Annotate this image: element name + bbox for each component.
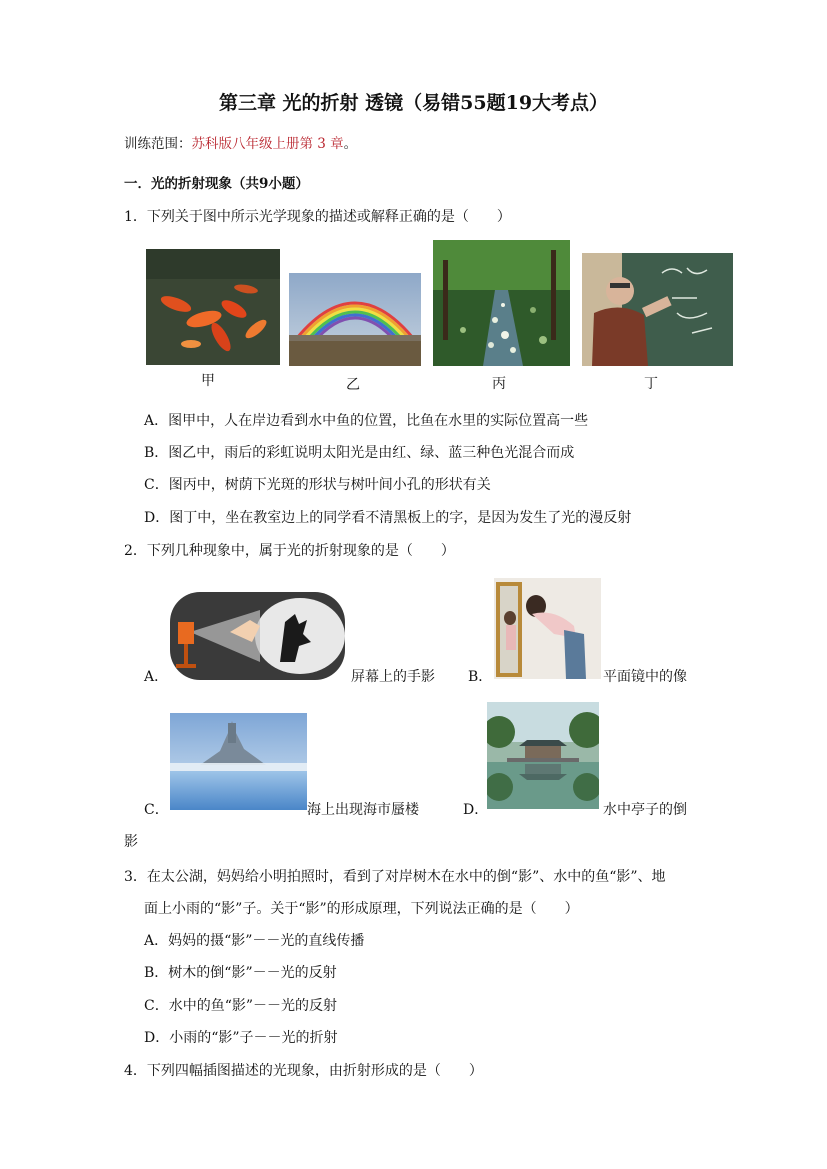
koi-fish-image bbox=[146, 249, 280, 365]
question-1-stem: 1．下列关于图中所示光学现象的描述或解释正确的是（ ） bbox=[124, 209, 511, 225]
question-2-option-c-text: 海上出现海市蜃楼 bbox=[307, 802, 419, 818]
question-3-stem-line-1: 3．在太公湖，妈妈给小明拍照时，看到了对岸树木在水中的倒“影”、水中的鱼“影”、地 bbox=[124, 869, 666, 885]
question-2-option-d-wrap: 影 bbox=[124, 834, 138, 850]
training-range bbox=[124, 132, 357, 152]
blackboard-teacher-image bbox=[582, 253, 733, 366]
pavilion-reflection-image bbox=[487, 702, 599, 809]
caption-yi: 乙 bbox=[346, 377, 360, 393]
question-3-option-a: A．妈妈的摄“影”－－光的直线传播 bbox=[144, 933, 365, 949]
question-2-option-d-text: 水中亭子的倒 bbox=[603, 802, 687, 818]
question-1-option-c: C．图丙中，树荫下光斑的形状与树叶间小孔的形状有关 bbox=[144, 477, 491, 493]
rainbow-image bbox=[289, 273, 421, 366]
question-3-stem-line-2: 面上小雨的“影”子。关于“影”的形成原理，下列说法正确的是（ ） bbox=[144, 901, 579, 917]
question-2-option-b-text: 平面镜中的像 bbox=[603, 669, 687, 685]
caption-ding: 丁 bbox=[644, 376, 658, 392]
plane-mirror-image bbox=[494, 578, 601, 679]
section-heading: 一．光的折射现象（共9小题） bbox=[124, 176, 309, 192]
hand-shadow-image bbox=[170, 592, 345, 680]
question-1-option-b: B．图乙中，雨后的彩虹说明太阳光是由红、绿、蓝三种色光混合而成 bbox=[144, 445, 575, 461]
question-1-option-d: D．图丁中，坐在教室边上的同学看不清黑板上的字，是因为发生了光的漫反射 bbox=[144, 510, 632, 526]
range-label: 训练范围： bbox=[124, 136, 192, 152]
range-end: 。 bbox=[343, 136, 358, 152]
question-3-option-c: C．水中的鱼“影”－－光的反射 bbox=[144, 998, 338, 1014]
question-1-option-a: A．图甲中，人在岸边看到水中鱼的位置，比鱼在水里的实际位置高一些 bbox=[144, 413, 589, 429]
forest-light-spots-image bbox=[433, 240, 570, 366]
question-2-option-c-letter: C． bbox=[144, 802, 169, 818]
sea-mirage-image bbox=[170, 713, 307, 810]
question-3-option-d: D．小雨的“影”子－－光的折射 bbox=[144, 1030, 338, 1046]
question-2-option-a-letter: A． bbox=[144, 669, 169, 685]
question-2-option-b-letter: B． bbox=[468, 669, 493, 685]
caption-jia: 甲 bbox=[201, 373, 215, 389]
question-3-option-b: B．树木的倒“影”－－光的反射 bbox=[144, 965, 337, 981]
caption-bing: 丙 bbox=[492, 376, 506, 392]
question-4-stem: 4．下列四幅插图描述的光现象，由折射形成的是（ ） bbox=[124, 1063, 483, 1079]
question-2-stem: 2．下列几种现象中，属于光的折射现象的是（ ） bbox=[124, 543, 455, 559]
range-value: 苏科版八年级上册第 3 章 bbox=[191, 136, 344, 152]
page-title: 第三章 光的折射 透镜（易错55题19大考点） bbox=[218, 92, 609, 114]
question-2-option-a-text: 屏幕上的手影 bbox=[351, 669, 435, 685]
question-2-option-d-letter: D． bbox=[463, 802, 489, 818]
